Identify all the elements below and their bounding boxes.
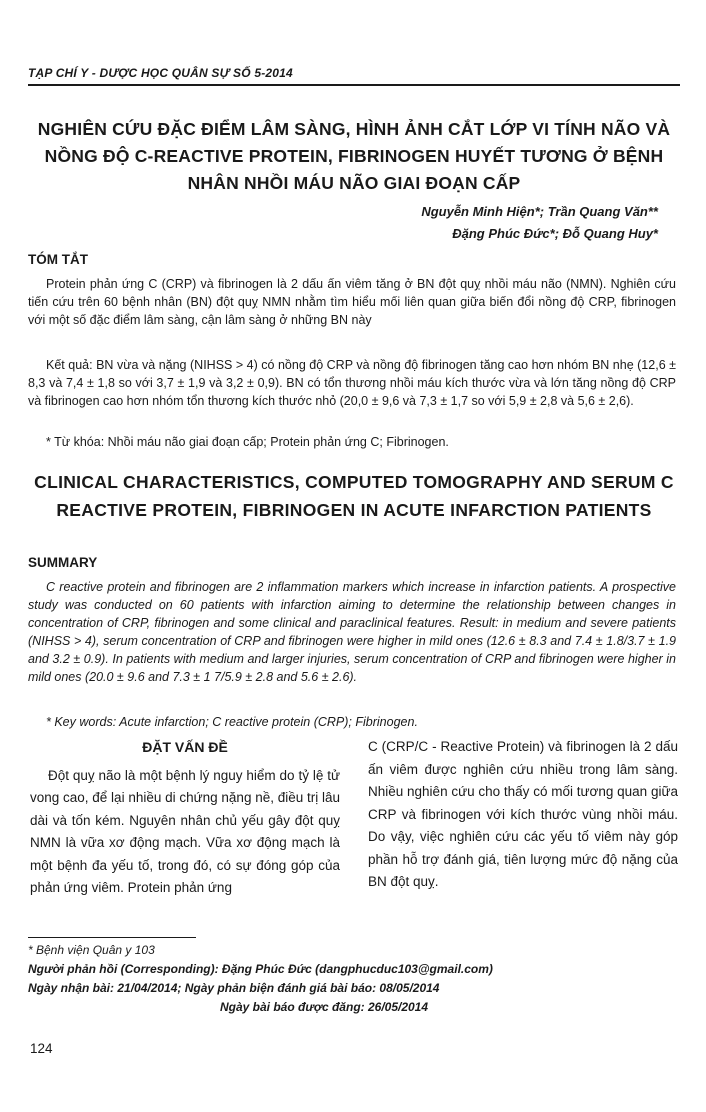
footnote-published: Ngày bài báo được đăng: 26/05/2014 <box>220 1000 429 1014</box>
footnote-affiliation: * Bệnh viện Quân y 103 <box>28 943 155 957</box>
summary-heading: SUMMARY <box>28 555 98 570</box>
article-title-english: CLINICAL CHARACTERISTICS, COMPUTED TOMOGRAPHY AND SERUM C REACTIVE PROTEIN, FIBRINOGEN IN ACUTE INFARCTION PATIENTS <box>34 472 674 520</box>
footnote-dates: Ngày nhận bài: 21/04/2014; Ngày phản biện đánh giá bài báo: 08/05/2014 <box>28 981 440 995</box>
summary-paragraph: C reactive protein and fibrinogen are 2 inflammation markers which increase in infarction patients. A prospective study was conducted on 60 patients with infarction aiming to determine the relationship between changes in concentration of CRP, fibrinogen and some clinical and paraclinical features. Result: in medium and severe patients (NIHSS > 4), serum concentration of CRP and fibrinogen were higher in mild ones (12.6 ± 8.3 and 7.4 ± 1.8/3.7 ± 1.9 and 3.2 ± 0.9). In patients with medium and larger injuries, serum concentration of CRP and fibrinogen were higher in mild ones (20.0 ± 9.6 and 7.3 ± 1 7/5.9 ± 2.8 and 5.6 ± 2.6). <box>28 580 676 684</box>
author-line-1: Nguyễn Minh Hiện*; Trần Quang Văn** <box>421 204 658 219</box>
journal-header: TẠP CHÍ Y - DƯỢC HỌC QUÂN SỰ SỐ 5-2014 <box>28 66 293 80</box>
intro-left-column <box>30 736 340 900</box>
author-list <box>421 201 658 245</box>
summary-keywords: * Key words: Acute infarction; C reactive protein (CRP); Fibrinogen. <box>46 715 418 729</box>
footnotes <box>28 941 688 1017</box>
abstract-heading: TÓM TẮT <box>28 252 88 267</box>
footnote-corresponding: Người phản hồi (Corresponding): Đặng Phúc Đức (dangphucduc103@gmail.com) <box>28 962 493 976</box>
intro-right-column <box>368 736 678 894</box>
intro-paragraph-left: Đột quỵ não là một bệnh lý nguy hiểm do tỷ lệ tử vong cao, để lại nhiều di chứng nặng nề, điều trị lâu dài và tốn kém. Nguyên nhân chủ yếu gây đột quỵ NMN là vữa xơ động mạch. Vữa xơ động mạch là một bệnh đa yếu tố, trong đó, có sự đóng góp của phản ứng viêm. Protein phản ứng <box>30 767 341 895</box>
article-title-vietnamese: NGHIÊN CỨU ĐẶC ĐIỂM LÂM SÀNG, HÌNH ẢNH CẮT LỚP VI TÍNH NÃO VÀ NỒNG ĐỘ C-REACTIVE PROTEIN, FIBRINOGEN HUYẾT TƯƠNG Ở BỆNH NHÂN NHỒI MÁU NÃO GIAI ĐOẠN CẤP <box>37 119 671 193</box>
abstract-paragraph-2: Kết quả: BN vừa và nặng (NIHSS > 4) có nồng độ CRP và nồng độ fibrinogen tăng cao hơn nhóm BN nhẹ (12,6 ± 8,3 và 7,4 ± 1,8 so với 3,7 ± 1,9 và 3,2 ± 0,9). BN có tổn thương nhồi máu kích thước vừa và lớn tăng nồng độ CRP và fibrinogen cao hơn nhóm tổn thương kích thước nhỏ (20,0 ± 9,6 và 7,3 ± 1,7 so với 5,9 ± 2,8 và 5,6 ± 2,6). <box>28 358 676 408</box>
page-number: 124 <box>30 1041 53 1056</box>
abstract-paragraph-1: Protein phản ứng C (CRP) và fibrinogen là 2 dấu ấn viêm tăng ở BN đột quỵ nhồi máu não (NMN). Nghiên cứu tiến cứu trên 60 bệnh nhân (BN) đột quỵ NMN nhằm tìm hiểu mối liên quan giữa biến đổi nồng độ CRP, fibrinogen với một số đặc điểm lâm sàng, cận lâm sàng ở những BN này <box>28 277 676 327</box>
header-rule <box>28 84 680 86</box>
author-line-2: Đặng Phúc Đức*; Đỗ Quang Huy* <box>452 226 658 241</box>
intro-paragraph-right: C (CRP/C - Reactive Protein) và fibrinogen là 2 dấu ấn viêm được nghiên cứu nhiều trong lâm sàng. Nhiều nghiên cứu cho thấy có mối tương quan giữa CRP và fibrinogen với kích thước vùng nhồi máu. Do vậy, việc nghiên cứu các yếu tố viêm này góp phần hỗ trợ đánh giá, tiên lượng mức độ nặng của BN đột quỵ. <box>368 739 678 889</box>
footnote-rule <box>28 937 196 938</box>
abstract-keywords: * Từ khóa: Nhồi máu não giai đoạn cấp; Protein phản ứng C; Fibrinogen. <box>46 435 449 449</box>
intro-heading: ĐẶT VẤN ĐỀ <box>142 739 228 755</box>
